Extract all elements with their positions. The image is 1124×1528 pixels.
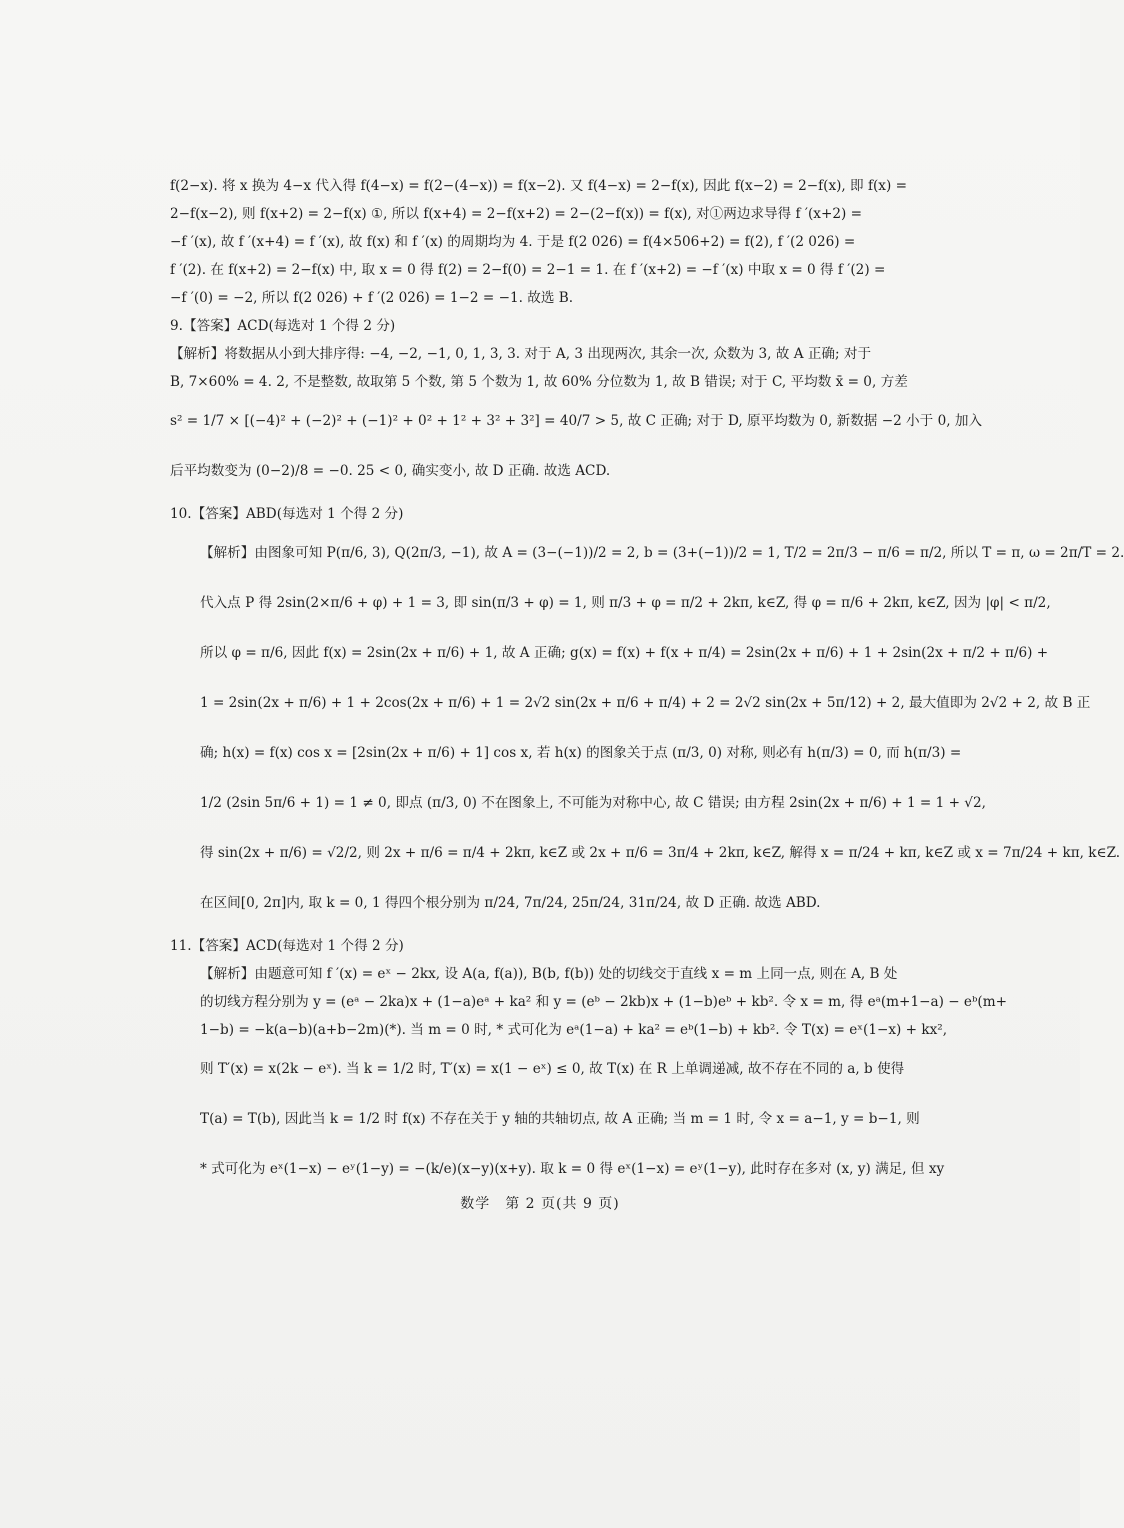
text-line: 则 T′(x) = x(2k − eˣ). 当 k = 1/2 时, T′(x) = x(1 − eˣ) ≤ 0, 故 T(x) 在 R 上单调递减, 故不存在不同的 a, b 使得 [200, 1061, 905, 1077]
question-9 [170, 312, 983, 496]
q8-continuation [170, 172, 905, 312]
text-line: 1 = 2sin(2x + π/6) + 1 + 2cos(2x + π/6) + 1 = 2√2 sin(2x + π/6 + π/4) + 2 = 2√2 sin(2x + 5π/12) + 2, 最大值即为 2√2 + 2, 故 B 正 [200, 695, 1091, 711]
text-line: f(2−x). 将 x 换为 4−x 代入得 f(4−x) = f(2−(4−x)) = f(x−2). 又 f(4−x) = 2−f(x), 因此 f(x−2) = 2−f(x), 即 f(x) = [170, 178, 907, 194]
answer-heading: 9.【答案】ACD(每选对 1 个得 2 分) [170, 318, 396, 334]
answer-heading: 10.【答案】ABD(每选对 1 个得 2 分) [170, 506, 404, 522]
text-line: 的切线方程分别为 y = (eᵃ − 2ka)x + (1−a)eᵃ + ka² 和 y = (eᵇ − 2kb)x + (1−b)eᵇ + kb². 令 x = m, 得 eᵃ(m+1−a) − eᵇ(m+ [200, 994, 1007, 1010]
text-line: T(a) = T(b), 因此当 k = 1/2 时 f(x) 不存在关于 y 轴的共轴切点, 故 A 正确; 当 m = 1 时, 令 x = a−1, y = b−1, 则 [200, 1111, 920, 1127]
text-line: B, 7×60% = 4. 2, 不是整数, 故取第 5 个数, 第 5 个数为 1, 故 60% 分位数为 1, 故 B 错误; 对于 C, 平均数 x̄ = 0, 方差 [170, 374, 908, 390]
text-line: −f ′(x), 故 f ′(x+4) = f ′(x), 故 f(x) 和 f ′(x) 的周期均为 4. 于是 f(2 026) = f(4×506+2) = f(2), f ′(2 026) = [170, 234, 856, 250]
text-line: 代入点 P 得 2sin(2×π/6 + φ) + 1 = 3, 即 sin(π/3 + φ) = 1, 则 π/3 + φ = π/2 + 2kπ, k∈Z, 得 φ = π/6 + 2kπ, k∈Z, 因为 |φ| < π/2, [200, 595, 1051, 611]
question-10 [170, 500, 1124, 928]
text-line: s² = 1/7 × [(−4)² + (−2)² + (−1)² + 0² + 1² + 3² + 3²] = 40/7 > 5, 故 C 正确; 对于 D, 原平均数为 0, 新数据 −2 小于 0, 加入 [170, 413, 983, 429]
answer-heading: 11.【答案】ACD(每选对 1 个得 2 分) [170, 938, 404, 954]
question-11 [170, 932, 1007, 1194]
text-line: −f ′(0) = −2, 所以 f(2 026) + f ′(2 026) = 1−2 = −1. 故选 B. [170, 290, 574, 306]
text-line: 【解析】由题意可知 f ′(x) = eˣ − 2kx, 设 A(a, f(a)), B(b, f(b)) 处的切线交于直线 x = m 上同一点, 则在 A, B 处 [200, 966, 898, 982]
text-line: 2−f(x−2), 则 f(x+2) = 2−f(x) ①, 所以 f(x+4) = 2−f(x+2) = 2−(2−f(x)) = f(x), 对①两边求导得 f ′(x+2) = [170, 206, 863, 222]
text-line: 1−b) = −k(a−b)(a+b−2m)(*). 当 m = 0 时, * 式可化为 eᵃ(1−a) + ka² = eᵇ(1−b) + kb². 令 T(x) = eˣ(1−x) + kx², [200, 1022, 948, 1038]
page-footer: 数学 第 2 页(共 9 页) [460, 1196, 620, 1212]
text-line: 确; h(x) = f(x) cos x = [2sin(2x + π/6) + 1] cos x, 若 h(x) 的图象关于点 (π/3, 0) 对称, 则必有 h(π/3) = 0, 而 h(π/3) = [200, 745, 962, 761]
text-line: 1/2 (2sin 5π/6 + 1) = 1 ≠ 0, 即点 (π/3, 0) 不在图象上, 不可能为对称中心, 故 C 错误; 由方程 2sin(2x + π/6) + 1 = 1 + √2, [200, 795, 986, 811]
text-line: 【解析】由图象可知 P(π/6, 3), Q(2π/3, −1), 故 A = (3−(−1))/2 = 2, b = (3+(−1))/2 = 1, T/2 = 2π/3 − π/6 = π/2, 所以 T = π, ω = 2π/T = 2. [200, 545, 1124, 561]
text-line: 【解析】将数据从小到大排序得: −4, −2, −1, 0, 1, 3, 3. 对于 A, 3 出现两次, 其余一次, 众数为 3, 故 A 正确; 对于 [170, 346, 872, 362]
text-line: 得 sin(2x + π/6) = √2/2, 则 2x + π/6 = π/4 + 2kπ, k∈Z 或 2x + π/6 = 3π/4 + 2kπ, k∈Z, 解得 x = π/24 + kπ, k∈Z 或 x = 7π/24 + kπ, k∈Z. [200, 845, 1121, 861]
text-line: f ′(2). 在 f(x+2) = 2−f(x) 中, 取 x = 0 得 f(2) = 2−f(0) = 2−1 = 1. 在 f ′(x+2) = −f ′(x) 中取 x = 0 得 f ′(2) = [170, 262, 886, 278]
text-line: * 式可化为 eˣ(1−x) − eʸ(1−y) = −(k/e)(x−y)(x+y). 取 k = 0 得 eˣ(1−x) = eʸ(1−y), 此时存在多对 (x, y) 满足, 但 xy [200, 1161, 945, 1177]
text-line: 后平均数变为 (0−2)/8 = −0. 25 < 0, 确实变小, 故 D 正确. 故选 ACD. [170, 463, 611, 479]
text-line: 所以 φ = π/6, 因此 f(x) = 2sin(2x + π/6) + 1, 故 A 正确; g(x) = f(x) + f(x + π/4) = 2sin(2x + π/6) + 1 + 2sin(2x + π/2 + π/6) + [200, 645, 1049, 661]
text-line: 在区间[0, 2π]内, 取 k = 0, 1 得四个根分别为 π/24, 7π/24, 25π/24, 31π/24, 故 D 正确. 故选 ABD. [200, 895, 821, 911]
solution-content [170, 172, 1124, 1194]
